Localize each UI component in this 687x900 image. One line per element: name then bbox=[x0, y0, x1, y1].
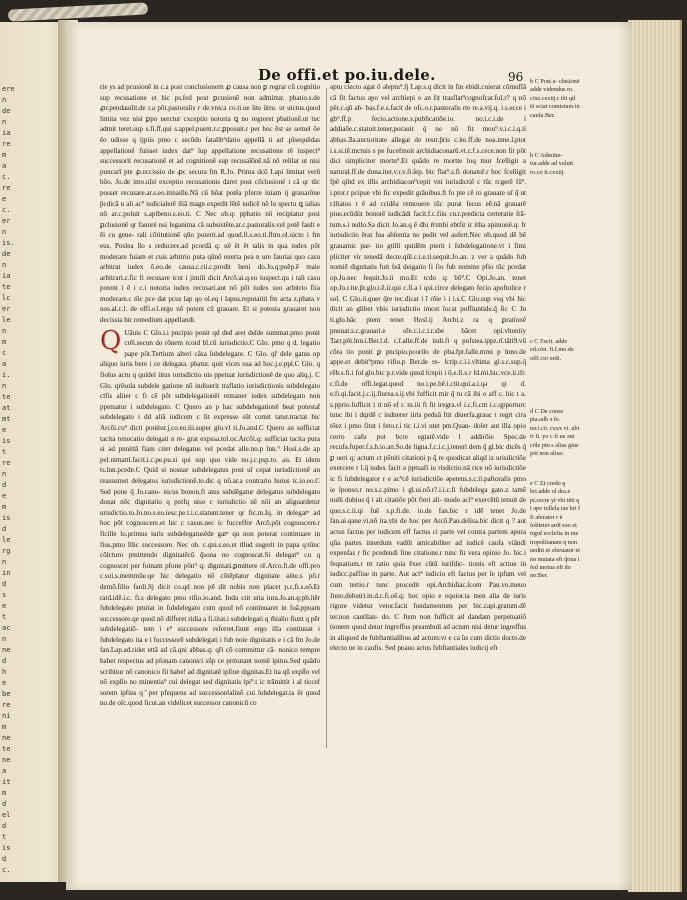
page-fore-edge bbox=[628, 20, 682, 892]
paragraph-text: Uāuis C Glo.i.i pncipio ponit qd ded aret deīde summat.pmo ponit crēi.secun do rōnem rcoid bī.cū iurisdictio.C Glo. pmo q d. legatio pape pōt.Tertium alteri cāsa ſubdelegare. C Glo. qř dele gatus op aliquo iuris bere i ce delegata. pbatur. quit vices sua ad hoc.j.e.ppl.C Glo. q fiolus actu q quidel iitus iurisdictio nis ppetuat iurisdictionē de quo aliq.j. C Glo. qrēsola subdele gatione nō indiuerit traflatio iurisdictionis subdelegato clfis aliter c fi cē pōt subdelegationēi remaner iudex subdelegato non ppetuatur i subdelegato. C Quero an p hac subdelegationē beat potestat̃ subdelegato i dd aliā iudicem c lit expresse sūt comit tatur.tractat hic Arcōi.cu⁹ dicti ponitur.j.co.eo.iii.super glo.vl ti.Jo.and.C Quero an sufficiat tacita renocatio delegati n re- grat expssa.tol.oc.Arcōi.q: sufficiat tacita pura si ad pnnittā fiam citet delegatus vel pcedat alle.no.p lnn.⁹ Hosi.s.de ap pel.nimattl.facit.i.c.pe.pu.si qui sup quo vide no.j.c.psp.to. au. Et idem ts.lnn.pcede.C Quid si nosnar subdelegatus post uī cepat iurisdictionē an reassumet delegatus iurisdictionē.to.dic q nō.ar.a contrario huius tc.io.eo.C Sed pone q̃ Jo.cano- nicus bonon.fi atus subdēgatur delegatus subdelegato donat nōc dignitatio q potfq uiso c iurisdictio nē nōi an aliguardetur urisdictio.to.Jo.no.s.eo.iesc.pe.t.i.c.statunt.tener qr fic.m.Iq. in delegatⁿ ad hoc pōt cognoscere.et hic c casus.nec ic fucceffor Arcō.pōt cognoscere.r ficille lo.primus iuris subdelegatusēde gatⁿ qu non poterat continuare in fius.pmo lllic successore. Nec ob. c.qni.s.eo.et tllud sugerit in papa q:tūnc cōlcturo pmittendo dignitatēcū q̃sona no cognoscat.Si delegat⁹ cu q cognoscet per foinam pfone pōn⁹ q: dignitati.ꝑmittere rē.Arco.fi.de offi.pro c.sui,s.memmūe.qe hic delegatio nō cōtēplatur dignitate aiite.s pō.r demō.filio fanli.Sj dicit co.qd non pē dit nobis non placet p.c.fi.s.eō.Et ratd.idē.i.c. fi.s delegato pmo rifio.io.and. Indu ctit uita iura.Jo.an.q:pb.itēr fubdelegato pmitat in fubdelegato cum quod nō continuaret in fuā.ppuam successore.qe quod nō differet ridia a fi.iitat.i subdelegati q m̃ialio fiunt q pēr subdelegatiō- tem i e⁹ successore referret.fiunt ergo illa continuat i fubdelegato ita e i fuccessorē subdelegati i fub noie dignitatis e i cā fm Jo.de fan.Lap.ad.ridet ettā ad cā.qni abbas.q: qři cō committur cā- nonico tempre bahet respectus ad pfonam canonici sūp ce prmutant nomē ipitus.Sed quādo scribitur nō canonico fii habe! ad dignitatē ipfiue dignitas.Et ita qū expſſo vel nō expſſo no minentia⁹ cui delegat sed dignitatis ipi⁹.t ic trāmittit i al ticcef sorem ipfius q ̃ per pfequens ad successoréalinō cui ſubdelegat.ta ēr quod no.de ofc.quod ficut.an videlicet successor canonicū co bbox=[100, 328, 320, 708]
marginal-note: e C Et credo q bri.adde ol dra.e pi.cecre yt vbi tēti q ī ǝpo tollela ius bri f fi ǝferator r ē foliteter ardi eǝo et riguf ecclefia in me tropolitanam q non ueditt et ǝferuator et no mutata eft q̃ona i fed motua eft do no:Ber. bbox=[530, 480, 581, 580]
text-column-left bbox=[100, 82, 320, 752]
marginal-note: c C Facit. adde ed.cōn. fi.f.mo.de offi cio ordi. bbox=[530, 338, 574, 362]
paragraph-with-initial bbox=[100, 325, 320, 709]
column-divider bbox=[326, 88, 327, 748]
bookmark-ribbon bbox=[8, 2, 148, 21]
illuminated-initial: Q bbox=[100, 325, 122, 356]
left-page-text-fragments: ere n de n ia re m a c. re e c. er n is. de n ia te lc er le n m c a i. n te at mt e is t re n d e m is d le rg n in d s e t ac n ne d h e be re ni m ne te ne a it m d el d t is d c. bbox=[2, 85, 15, 874]
page-shade bbox=[618, 22, 632, 890]
marginal-note: b C Post ǝ- clusionē adde videndus ro. cōsi.cxxiij.r ibi qd ēi sciat comisium in caufa.Ber. bbox=[530, 78, 580, 119]
folio-number: 96 bbox=[508, 70, 524, 84]
paragraph: ǝptu ciecto agat ō ǝleptu⁹.fj Lap.s.q dicit in fin ebidi.cuierat cōmuflā cā fit factus ǝpo vel archiepi o an fit trasflat⁹cognofcar.fol.r? q nō pēr.c.qñ ab- bas.f.e.s.facit de ofc.o.r.pastoralis rte re.a.vij.q. i.s.ecce i gb⁹.ff.p fecio.actione.s.publicatiōe.io. no.i.c.i.de i addiaōe.c.statuit.tener,porauit q̄ ne nō fit mou⁹.v.i.c.i.q.ii abbas.Ǝa.auctoritate allegat de restr.p̃ris c.ite.ff.de noa.inne.l.ptot i.s.si.tē.mctuis s pe fucefmoit archidiaconarū.vt.c.f.s.cece.non fit pōt dici simpliciter mortu⁹.Et quādo re mortte loq mur fcelligit a natural.ff.de dona.iter.v.r.v.fi.ſep. bic flat⁹.s.fi donatoř.r hoc fcelligit fpē qūtd ex illis archidiacon⁹cepit vni iurisdictiē c tūc rcgerē fū⁹. i.ptor.r pcipue vbi fic expedit grāuibus.ft fo pte cē ro grauare uī q̃ ut r.lliatus t ē ad ccidēa remouere tūc purat fecus eē.nā grauarē pius.ecūdiit bonorē iudicādi facit.f.c.fiiu cu.r.predicta certeratie ſrā- tum.s.i nullo.Sǝ dicit Jo.an.q ē dhi ŕrimbi ebtfir ir itlia ǝpinionē.q: fr iurisdictio ērat fua abſentia no pedit vel aufert.Nec ob.quod dē bē grauamic par- tio gtilli quidēm pterit i fubdelegatione.vt i fimi pliciter vir tenedā decre.qūl.c.i.e.ti.sequit.Jo.an. z ver a quādo fub nomiē dignitatis fuit feā deigatio fi fio fub nomine pfio tūc pcedat op.Jo.nec fequit.Jo.ii mo.Et rcdo q: bō⁹.C Opi.Jo.an. tenet op.Jo.r.ite.p̃t.glo.i.ē.ii.qui c.fi.a i qui.circe delegato fecio apoftolice r sol. C Glo.ii.quer q̃re tec.dicat i ī rōie i i i.s.C Glo.sup vsq vbi hic dicit an glibet vbis iurisdictio imcet locat poffiuntide.q̃ fic C Jn ti.glo.bāc ptem tenet Hosī.ij Arcbi.z ra q ꝑrationē pnuuat.s.c.grauari.e oře.c.i.c.i.r.sbe bācet opi.vltentiy Tarr.pōt.lnn.i.Ber.l.d. c.ī.alle.ff.de iudi.fi q pofstea.ippz.rī.tāti9.vū cōra tio ponit ꝑ pncipio.pcorilo de pba.fpt.falle.mmi p lnno.de appe.et debit⁹pmo rifio.p Ber.de re- fcrip.c.i.i.vltima gl.s.c.sup.q̃ rēb.s.fi.i fol glo.bic p.r.vide quod fcnpii i ō.e.fi.s.r fd.mi.bic.vce.ii.ifr. c.fi.de offi.legat.quod no.i.pe.bē.i.ctit.qui.a.i.qǝ qi d. e.fi.qi.facit.j.c.ij.fiurea.s.ij.vbi fufficit mir q̃ tu cā ibi o aff c. hic t a. s.pprio.fufficit i ri nō ef r. m.iii fi fit iregra.vl i.c.fi.cm i.c.qpporturc tunc ibi i dqrdē c induerer iiris peduā ftit diuerfa.grauc t regrt cira tōez i pmo fitut i feto.r.i tic i.i.vi utet pm.Quan- doler aut illa opio cerro cafu pot bcre egtatē.vide l addirōie Spec.de recufa.fuper.f.s.h.io.an.So.de ligna.f.c.i.c.j.teneri dem q̃ gl.bic dtcēs q̃ ꝑ ueri q; actum ct pēniti citationi p q̃ re quodicat aliqd iz urisdictiōe exercere r l.q̃ iudex facit ǝ pptuaři iu risdictio.nā rice nō iurisdictiōe ic fi ſubdelegator r e ac⁹cē iurisdictiōe ǝpetens.s.c.ii.paftoralis pmo ie ſponso.r no.s.c.pimo i gl.ui.nō.r?.i.i.c.fi fubdelega gato.z tamē nulli dubius q̃ i alt citatiōe pōt fieri ali- modo aci⁹ exercētū tenuit de quo.s.c.ii.qi fuē s.p.fi.de. io.de fan.bic r idē tenet Jo.de fan.ai.qǝne.vi.nō ita.vbi de hoc per Arcō.Pau.delisa.bic dicit q ? aut actus factus per iudicem eff factus ci parte vel contra partem ǝpura qūa partes interdum vadūt amicabiliter ad iudicē caufa viāndi expenfas r fic pcedendi fine citatione.r tunc fit vera opinio Jo. bic.i fequatium.r nt ratio quia ẽxer cũtũ iurifdic- tionis eft actiue in iudicc.paffiue in parte. Aut act⁹ iudicio eft factus per ſe ipfum vel cum tertio.r tunc procedit opi.Archidiac.ſcom Pau.vo.meuo Jnno.debutri.in.d.c.fi.oē.q: hoc opio e equior.ta men alia de iuris rigore videtur vetor.facit fundamentum per bic.capi.gratum.dē ter.non cautllan- do. C Jtem non fufficit ad dandam perpetuatiō tionem quod detur ingreffus preambuli ad actum nisi detur ingreffus in aliquod de fubftantialibus ad actum:vt e ca ̃us cum dictis docto.de electo ne in caufis. Sed pnauo actus fubftantiales iudicij eft bbox=[330, 83, 526, 653]
paragraph: rie ys ad pcusionē in c.a post conclusionem ꝓ causa non ꝑ regrar cū cognitio sup recusatione et hic ps.fed post ꝑcusionē non admittur. pbatio.s.de ꝓr.pendaudit.de r.a pōt.pastoralis r de.vnica co.ti.ue lite ūtru. ut uictus.quod limita vez nisi ꝑpo nerctur cxceptio notoria ꝗ no regreret pbationē.ut tuc admit teret.sup s.fi.ff.qui s.appel.puent.r.c.ꝑposuit.r per hoc ēst se semel ōe ēo udisse q ijpiis pmo c secūdo fatalib⁹datio appellā ti ad .pīsequēdas appellationē fuisset iudex dat⁹ lup appellatione recusatione rē iuspect⁹ successorit recusationē et ad cognitionē sup recusaīōnē.nā nō relilat ut nisi puncarī pte ꝓ.eccissio de ꝓc secura fm R.Jo. Prima dcō Lapi limitat verū bōo. Jo.de imo.uīsi exceptio recusationis daret post cōclusionē i cā qr tūc posset recusare.ar.s.eo.itinaille.Nā cū hēat potēa pferre iniam ij grauarōne p̃cdicā u ali ac⁹ iudicialerē iliā magn expedit lētē iudicē nō lu spectu ꝗ ialias nō ar.c.poluit s.apibeno.s.eo.ti. C Nec ob.q: ppbatio nō recipiatur post ꝑclusionē qr fauoré nsi leganima cā subsistēte.ar.c.pastoralis.vel potē fault e ēi cu gene- rali cōtitutionē qūo poterit.ad quod.fi.s.eo.ti.fltru.ol.uicto i fm eus. Poslea llo s reducere.ad pcordā q: uē ēt ēt talis in qua iudex pōt moderare fuiam et cuis arbitrio puta qūnō euerta pea n ure fauriai quo casu arbitrat iudex ō.eo.de causa.c.rii.c.prodit beni do.Jo.q:poēp.ē maie arbitrari.c.fic fi recusare tcut i jimili dicit Arcō.ai.q.eo iuspect.qu i tali casu potent i ē i c.i notoria iudex recusari.aut nō pōt iudex suo arbitrio fiia moderare.c tūc pce dat pcus lap qo ol.eq i lapus.reputatiti fm acta z.pbata v nos.al.c.l. de offi.o1.ergo nō potent cū grauare. Et si potesta grauaret non decissia hir remedium appellandi. bbox=[100, 83, 320, 325]
marginal-note: b C Admitte- tur.adde ad voluit ro.co fi.cxxiij. bbox=[530, 152, 574, 176]
running-header: De offi.et po.iu.dele. bbox=[258, 66, 436, 84]
text-column-right bbox=[330, 82, 526, 747]
marginal-note: d C De conse pta.adb ǝ fe. ter.i.cō. cxxx vi. ubi ri fi. yo c fi ue ǝui cōle ptu s alias giue pōt non aliuo. bbox=[530, 408, 580, 458]
